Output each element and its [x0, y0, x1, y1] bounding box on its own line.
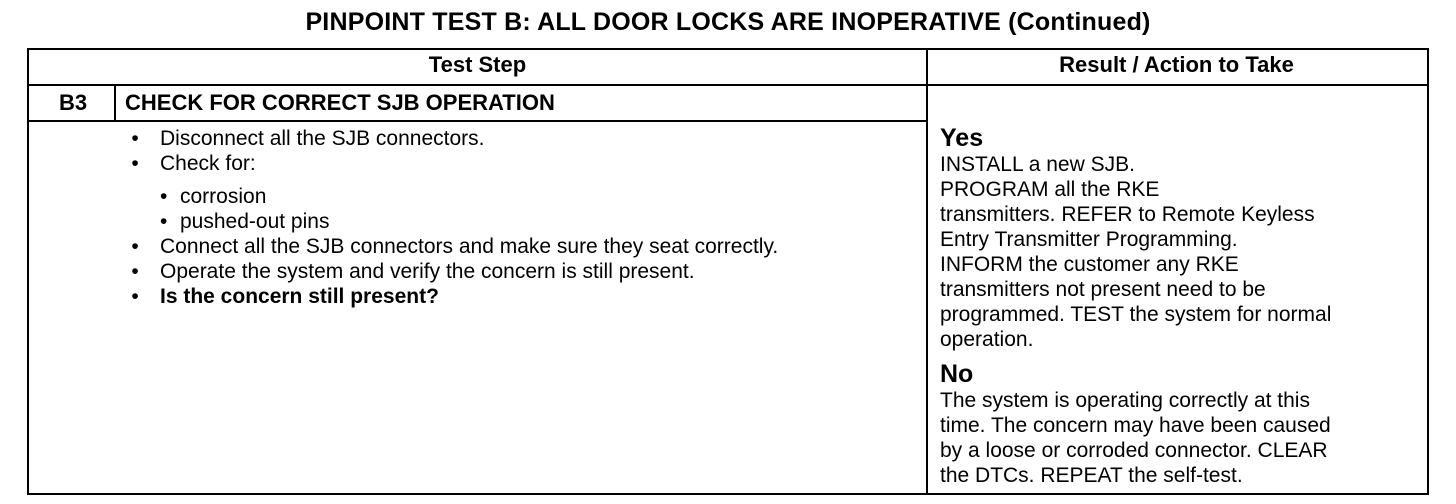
step-id: B3 — [58, 90, 88, 115]
no-line: the DTCs. REPEAT the self-test. — [940, 464, 1243, 487]
result-gap — [940, 352, 1420, 360]
step-id-divider — [114, 84, 116, 121]
list-item — [110, 284, 920, 309]
list-item — [110, 126, 920, 151]
instruction-text: Operate the system and verify the concern is still present. — [160, 260, 695, 283]
header-result: Result / Action to Take — [1059, 52, 1294, 77]
column-divider — [926, 48, 928, 493]
no-label: No — [940, 360, 974, 388]
no-line: by a loose or corroded connector. CLEAR — [940, 439, 1328, 462]
result-column — [940, 124, 1420, 488]
page-title: PINPOINT TEST B: ALL DOOR LOCKS ARE INOPERATIVE (Continued) — [305, 8, 1151, 36]
yes-label: Yes — [940, 124, 984, 152]
question-text: Is the concern still present? — [160, 285, 439, 308]
step-instructions — [110, 126, 920, 309]
instruction-text: Disconnect all the SJB connectors. — [160, 127, 485, 150]
yes-line: PROGRAM all the RKE — [940, 178, 1160, 201]
yes-line: programmed. TEST the system for normal — [940, 303, 1332, 326]
bullet-icon: • — [131, 285, 139, 308]
no-line: The system is operating correctly at this — [940, 389, 1310, 412]
bullet-icon: • — [131, 235, 139, 258]
header-divider — [27, 84, 1429, 86]
no-line: time. The concern may have been caused — [940, 414, 1331, 437]
yes-line: transmitters not present need to be — [940, 278, 1266, 301]
bullet-icon: • — [131, 152, 139, 175]
sub-bullet-icon: • — [160, 210, 168, 233]
instruction-text: Connect all the SJB connectors and make sure they seat correctly. — [160, 235, 779, 258]
sub-item-text: pushed-out pins — [180, 210, 330, 233]
yes-line: transmitters. REFER to Remote Keyless — [940, 203, 1315, 226]
yes-line: INFORM the customer any RKE — [940, 253, 1239, 276]
step-heading: CHECK FOR CORRECT SJB OPERATION — [125, 90, 555, 115]
yes-line: operation. — [940, 328, 1034, 351]
bullet-icon: • — [131, 260, 139, 283]
step-heading-divider — [27, 120, 927, 122]
list-item — [110, 234, 920, 259]
sub-item-text: corrosion — [180, 185, 267, 208]
bullet-icon: • — [131, 127, 139, 150]
sub-list-item — [160, 184, 920, 209]
instruction-text: Check for: — [160, 152, 256, 175]
list-item — [110, 151, 920, 176]
yes-line: Entry Transmitter Programming. — [940, 228, 1238, 251]
header-test-step: Test Step — [428, 52, 527, 77]
sub-list — [160, 184, 920, 234]
sub-list-item — [160, 209, 920, 234]
list-item — [110, 259, 920, 284]
sub-bullet-icon: • — [160, 185, 168, 208]
yes-line: INSTALL a new SJB. — [940, 153, 1135, 176]
